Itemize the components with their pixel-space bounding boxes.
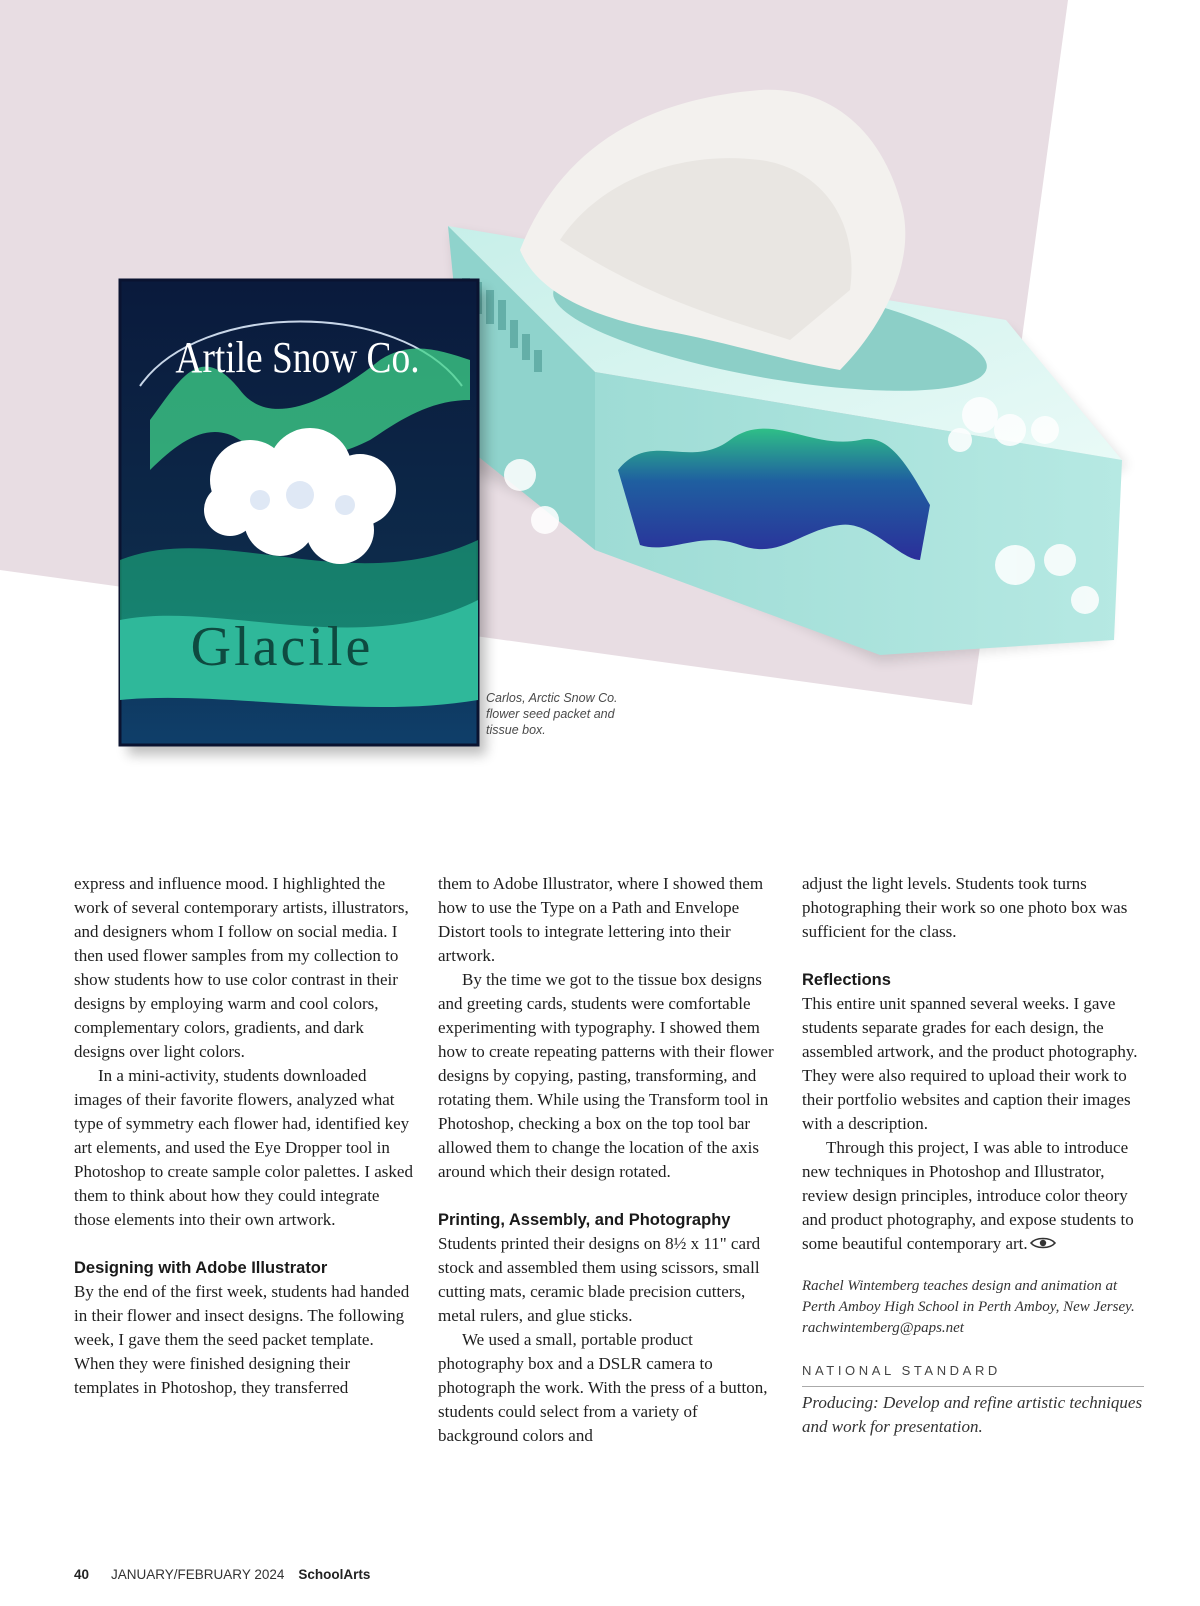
caption-line: tissue box.	[486, 723, 546, 737]
page-number: 40	[74, 1567, 90, 1582]
magazine-name: SchoolArts	[298, 1567, 371, 1582]
author-bio: Rachel Wintemberg teaches design and animation at Perth Amboy High School in Perth Amboy, New Jersey. rachwintemberg@paps.net	[802, 1278, 1135, 1336]
eye-icon	[1030, 1236, 1056, 1250]
packet-title-text: Artile Snow Co.	[175, 333, 420, 382]
caption-line: Carlos, Arctic Snow Co.	[486, 691, 618, 705]
artwork-photo	[0, 0, 1200, 800]
paragraph: We used a small, portable product photography box and a DSLR camera to photograph the work. With the press of a button, students could select from a variety of background colors and	[438, 1330, 768, 1445]
paragraph: express and influence mood. I highlighted the work of several contemporary artists, illustrators, and designers whom I follow on social media. I then used flower samples from my collection to show students how to use color contrast in their designs by employing warm and cool colors, complementary colors, gradients, and dark designs over light colors.	[74, 874, 409, 1061]
paragraph: adjust the light levels. Students took turns photographing their work so one photo box was sufficient for the class.	[802, 874, 1128, 941]
paragraph: Students printed their designs on 8½ x 11" card stock and assembled them using scissors, small cutting mats, ceramic blade precision cutters, metal rulers, and glue sticks.	[438, 1234, 761, 1325]
paragraph: By the time we got to the tissue box designs and greeting cards, students were comfortable experimenting with typography. I showed them how to create repeating patterns with their flower designs by copying, pasting, transforming, and rotating them. While using the Transform tool in Photoshop, checking a box on the top tool bar allowed them to change the location of the axis around which their design rotated.	[438, 970, 774, 1181]
national-standard-label: NATIONAL STANDARD	[802, 1359, 1144, 1387]
paragraph: In a mini-activity, students downloaded images of their favorite flowers, analyzed what type of symmetry each flower had, identified key art elements, and used the Eye Dropper tool in Photoshop to create sample color palettes. I asked them to think about how they could integrate those elements into their own artwork.	[74, 1066, 413, 1229]
article-column-1	[74, 872, 414, 1400]
caption-line: flower seed packet and	[486, 707, 615, 721]
paragraph: This entire unit spanned several weeks. I gave students separate grades for each design, the assembled artwork, and the product photography. They were also required to upload their work to their portfolio websites and caption their images with a description.	[802, 994, 1138, 1133]
tissue-box	[448, 90, 1128, 662]
section-heading: Printing, Assembly, and Photography	[438, 1211, 731, 1229]
photo-caption	[486, 690, 666, 738]
section-heading: Designing with Adobe Illustrator	[74, 1259, 328, 1277]
paragraph: them to Adobe Illustrator, where I showed them how to use the Type on a Path and Envelope Distort tools to integrate lettering into their artwork.	[438, 874, 764, 965]
national-standard-text: Producing: Develop and refine artistic techniques and work for presentation.	[802, 1393, 1143, 1436]
paragraph-text: Through this project, I was able to introduce new techniques in Photoshop and Illustrator, review design principles, introduce color theory and product photography, and expose students to some beautiful contemporary art.	[802, 1138, 1134, 1253]
packet-banner-text: Glacile	[190, 616, 374, 678]
article-column-3	[802, 872, 1144, 1439]
final-paragraph	[802, 1136, 1144, 1256]
page-footer	[74, 1567, 370, 1582]
section-heading: Reflections	[802, 971, 891, 989]
paragraph: By the end of the first week, students had handed in their flower and insect designs. The following week, I gave them the seed packet template. When they were finished designing their templates in Photoshop, they transferred	[74, 1282, 410, 1397]
article-column-2	[438, 872, 778, 1448]
issue-date: JANUARY/FEBRUARY 2024	[111, 1567, 285, 1582]
